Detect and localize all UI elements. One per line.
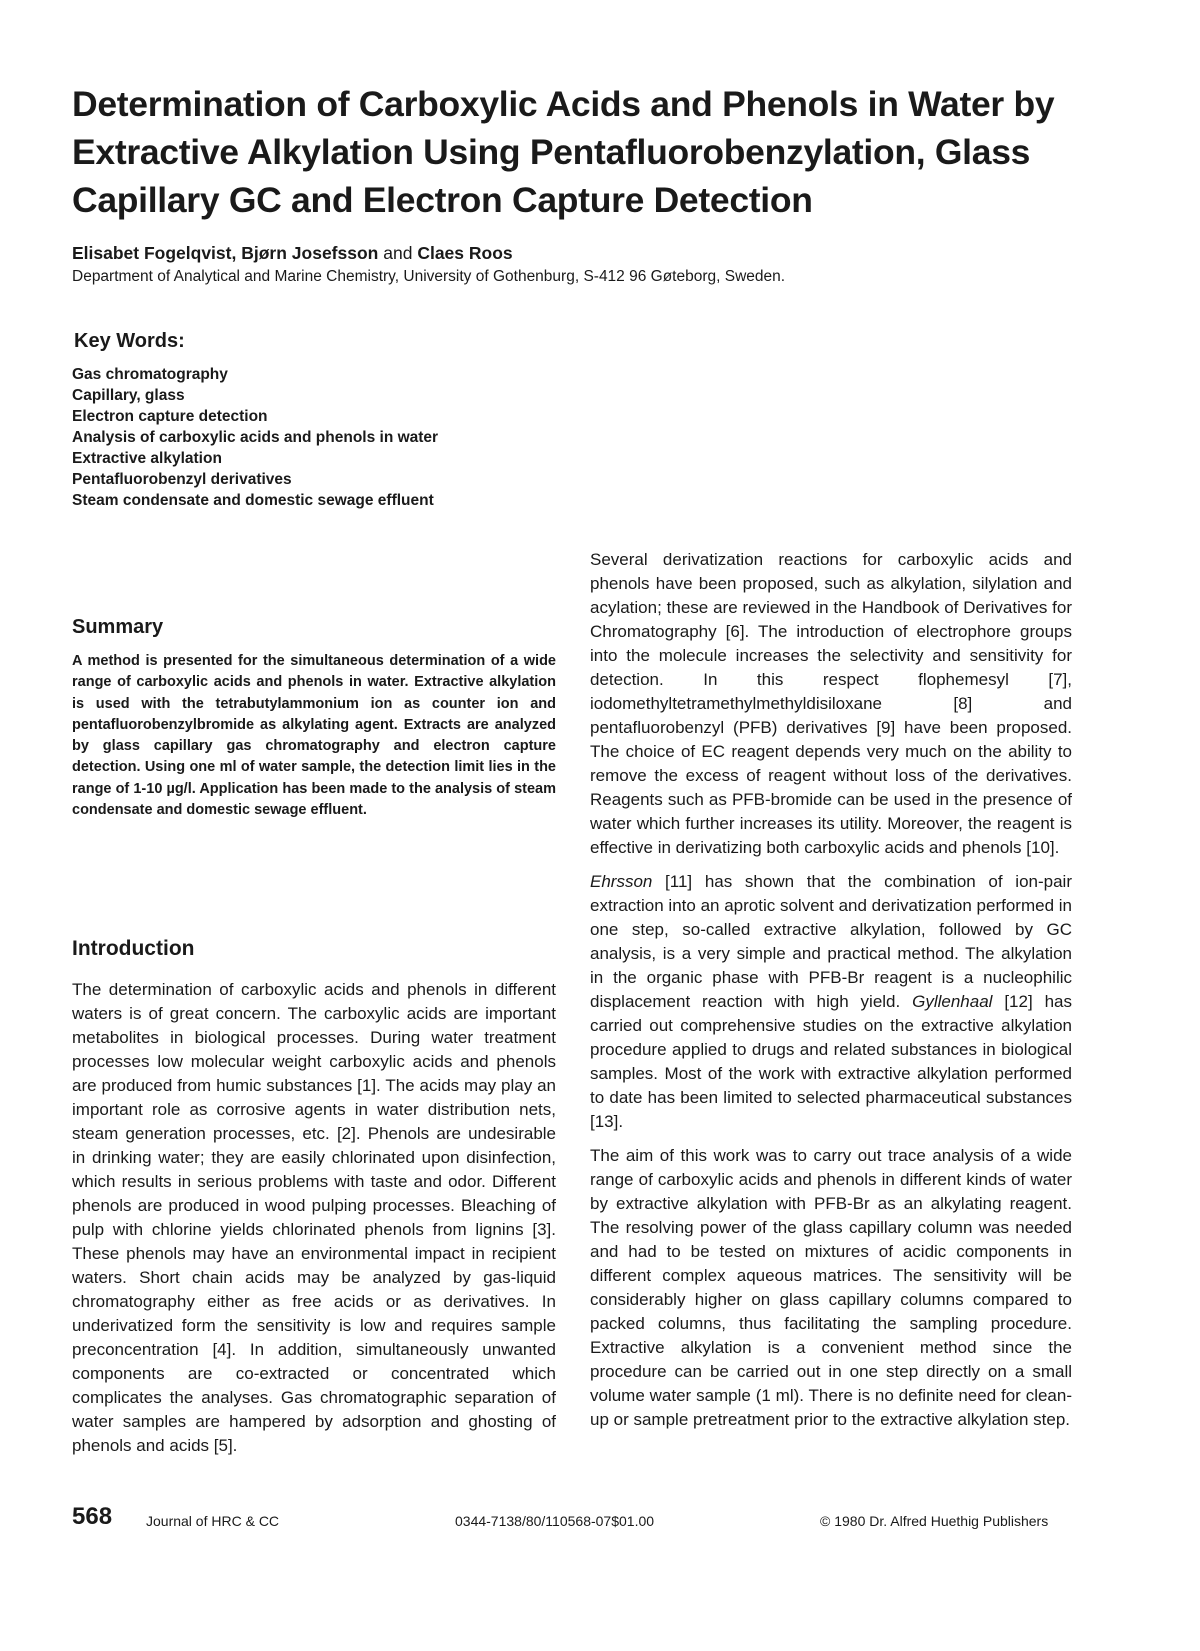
page-number: 568 (72, 1503, 113, 1530)
copyright: © 1980 Dr. Alfred Huethig Publishers (820, 1513, 1049, 1529)
author-name: Claes Roos (417, 243, 513, 263)
cited-author: Gyllenhaal (912, 992, 993, 1011)
keyword-item: Gas chromatography (72, 366, 228, 383)
article-title: Determination of Carboxylic Acids and Phenols in Water by Extractive Alkylation Using Pentafluorobenzylation, Glass Capillary GC and Electron Capture Detection (72, 84, 1055, 220)
summary-heading: Summary (72, 616, 164, 638)
keyword-item: Extractive alkylation (72, 450, 222, 467)
body-paragraph: Several derivatization reactions for carboxylic acids and phenols have been proposed, such as alkylation, silylation and acylation; these are reviewed in the Handbook of Derivatives for Chromatography [6]. The introduction of electrophore groups into the molecule increases the selectivity and sensitivity for detection. In this respect flophemesyl [7], iodomethyltetramethylmethyldisiloxane [8] and pentafluorobenzyl (PFB) derivatives [9] have been proposed. The choice of EC reagent depends very much on the ability to remove the excess of reagent without loss of the derivatives. Reagents such as PFB-bromide can be used in the presence of water which further increases its utility. Moreover, the reagent is effective in derivatizing both carboxylic acids and phenols [10]. (590, 550, 1072, 857)
author-name: Elisabet Fogelqvist, (72, 243, 237, 263)
keyword-item: Capillary, glass (72, 387, 185, 404)
keyword-item: Steam condensate and domestic sewage effluent (72, 492, 434, 509)
author-line (72, 241, 513, 265)
body-paragraph: The aim of this work was to carry out trace analysis of a wide range of carboxylic acids and phenols in different kinds of water by extractive alkylation with PFB-Br as an alkylating reagent. The resolving power of the glass capillary column was needed and had to be tested on mixtures of acidic components in different complex aqueous matrices. The sensitivity will be considerably higher on glass capillary columns compared to packed columns, thus facilitating the sampling procedure. Extractive alkylation is a convenient method since the procedure can be carried out in one step directly on a small volume water sample (1 ml). There is no definite need for clean-up or sample pretreatment prior to the extractive alkylation step. (590, 1146, 1072, 1429)
right-column (590, 548, 1072, 1442)
body-paragraph (590, 870, 1072, 1134)
keyword-item: Analysis of carboxylic acids and phenols in water (72, 429, 439, 446)
keyword-item: Electron capture detection (72, 408, 268, 425)
author-separator: and (383, 243, 413, 263)
introduction-heading: Introduction (72, 937, 195, 960)
cited-author: Ehrsson (590, 872, 653, 891)
paragraph-text: [11] has shown that the combination of ion-pair extraction into an aprotic solvent and derivatization performed in one step, so-called extractive alkylation, followed by GC analysis, is a very simple and practical method. The alkylation in the organic phase with PFB-Br reagent is a nucleophilic displacement reaction with high yield. (590, 872, 1072, 1011)
keywords-list (72, 364, 438, 511)
affiliation: Department of Analytical and Marine Chemistry, University of Gothenburg, S-412 96 Gøteborg, Sweden. (72, 268, 786, 285)
article-code: 0344-7138/80/110568-07$01.00 (455, 1513, 655, 1529)
author-name: Bjørn Josefsson (241, 243, 379, 263)
summary-text: A method is presented for the simultaneous determination of a wide range of carboxylic acids and phenols in water. Extractive alkylation is used with the tetrabutylammonium ion as counter ion and pentafluorobenzylbromide as alkylating agent. Extracts are analyzed by glass capillary gas chromatography and electron capture detection. Using one ml of water sample, the detection limit lies in the range of 1-10 µg/l. Application has been made to the analysis of steam condensate and domestic sewage effluent. (72, 653, 556, 819)
paragraph-text: [12] has carried out comprehensive studies on the extractive alkylation procedure applied to drugs and related substances in biological samples. Most of the work with extractive alkylation performed to date has been limited to selected pharmaceutical substances [13]. (590, 992, 1072, 1131)
introduction-text: The determination of carboxylic acids and phenols in different waters is of great concern. The carboxylic acids are important metabolites in biological processes. During water treatment processes low molecular weight carboxylic acids and phenols are produced from humic substances [1]. The acids may play an important role as corrosive agents in water distribution nets, steam generation processes, etc. [2]. Phenols are undesirable in drinking water; they are easily chlorinated upon disinfection, which results in serious problems with taste and odor. Different phenols are produced in wood pulping processes. Bleaching of pulp with chlorine yields chlorinated phenols from lignins [3]. These phenols may have an environmental impact in recipient waters. Short chain acids may be analyzed by gas-liquid chromatography either as free acids or as derivatives. In underivatized form the sensitivity is low and requires sample preconcentration [4]. In addition, simultaneously unwanted components are co-extracted or concentrated which complicates the analyses. Gas chromatographic separation of water samples are hampered by adsorption and ghosting of phenols and acids [5]. (72, 980, 556, 1455)
journal-name: Journal of HRC & CC (146, 1513, 280, 1529)
keywords-heading: Key Words: (74, 330, 185, 352)
keyword-item: Pentafluorobenzyl derivatives (72, 471, 292, 488)
